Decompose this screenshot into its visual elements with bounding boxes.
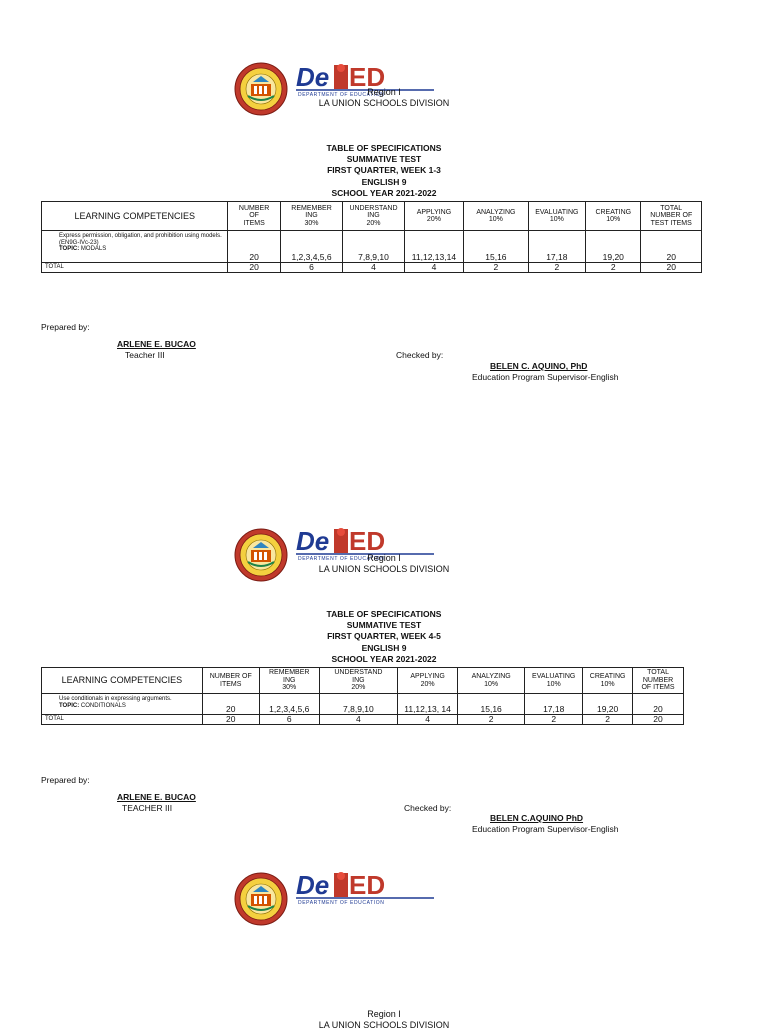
header-learning-competencies: LEARNING COMPETENCIES: [42, 202, 228, 231]
checker-name: BELEN C.AQUINO PhD: [490, 813, 584, 823]
preparer-title: Teacher III: [125, 349, 165, 360]
header-region-3: [234, 1009, 534, 1031]
division-text: LA UNION SCHOOLS DIVISION: [318, 1020, 450, 1030]
header-understanding: UNDERSTAND ING 20%: [319, 668, 397, 694]
deped-seal-logo: [234, 872, 288, 926]
total-label: TOTAL: [42, 715, 203, 725]
cell-creating: 19,20: [586, 231, 641, 263]
header-analyzing: ANALYZING 10%: [464, 202, 528, 231]
header-remembering: REMEMBER ING 30%: [280, 202, 342, 231]
total-cell: 20: [202, 715, 259, 725]
checked-by-label: Checked by:: [404, 803, 452, 813]
total-cell: 20: [641, 263, 702, 273]
section1-tos-table: [41, 201, 702, 273]
checked-by-label: Checked by:: [396, 350, 444, 360]
competency-text: Use conditionals in expressing arguments.: [59, 696, 172, 702]
header-creating: CREATING 10%: [583, 668, 633, 694]
cell-analyzing: 15,16: [458, 694, 525, 715]
prepared-by-label: Prepared by:: [41, 775, 90, 785]
header-total: TOTAL NUMBER OF ITEMS: [633, 668, 684, 694]
header-number-of-items: NUMBER OF ITEMS: [228, 202, 280, 231]
total-cell: 6: [259, 715, 319, 725]
preparer-title: TEACHER III: [122, 802, 173, 813]
total-cell: 2: [586, 263, 641, 273]
cell-applying: 11,12,13, 14: [398, 694, 458, 715]
header-evaluating: EVALUATING 10%: [528, 202, 585, 231]
cell-applying: 11,12,13,14: [404, 231, 463, 263]
topic-label: TOPIC:: [59, 702, 80, 709]
header-understanding: UNDERSTAND ING 20%: [343, 202, 404, 231]
cell-evaluating: 17,18: [528, 231, 585, 263]
title-line: ENGLISH 9: [361, 642, 407, 653]
division-text: LA UNION SCHOOLS DIVISION: [318, 98, 450, 108]
total-cell: 4: [398, 715, 458, 725]
title-line: FIRST QUARTER, WEEK 1-3: [327, 165, 441, 176]
total-cell: 2: [464, 263, 528, 273]
total-cell: 2: [525, 715, 583, 725]
deped-wordmark-logo: [296, 870, 436, 906]
total-label: TOTAL: [42, 263, 228, 273]
header-remembering: REMEMBER ING 30%: [259, 668, 319, 694]
title-line: ENGLISH 9: [361, 176, 407, 187]
title-line: SUMMATIVE TEST: [346, 620, 422, 631]
cell-total: 20: [633, 694, 684, 715]
title-line: TABLE OF SPECIFICATIONS: [326, 143, 442, 153]
cell-number-of-items: 20: [228, 231, 280, 263]
total-cell: 2: [458, 715, 525, 725]
cell-understanding: 7,8,9,10: [319, 694, 397, 715]
header-region-2: [234, 553, 534, 575]
header-analyzing: ANALYZING 10%: [458, 668, 525, 694]
checker-name: BELEN C. AQUINO, PhD: [490, 361, 588, 371]
total-cell: 4: [319, 715, 397, 725]
cell-analyzing: 15,16: [464, 231, 528, 263]
cell-remembering: 1,2,3,4,5,6: [280, 231, 342, 263]
table-header-row: [42, 668, 684, 694]
checker-title: Education Program Supervisor-English: [472, 371, 619, 382]
preparer-signature: [117, 339, 196, 360]
competency-cell: [42, 231, 228, 263]
header-creating: CREATING 10%: [586, 202, 641, 231]
header-number-of-items: NUMBER OF ITEMS: [202, 668, 259, 694]
competency-cell: [42, 694, 203, 715]
title-line: SUMMATIVE TEST: [346, 154, 422, 165]
total-cell: 4: [404, 263, 463, 273]
table-row: [42, 231, 702, 263]
preparer-name: ARLENE E. BUCAO: [117, 339, 196, 349]
preparer-name: ARLENE E. BUCAO: [117, 792, 196, 802]
prepared-by-label: Prepared by:: [41, 322, 90, 332]
checker-signature: [472, 813, 618, 834]
preparer-signature: [117, 792, 196, 813]
cell-understanding: 7,8,9,10: [343, 231, 404, 263]
total-cell: 20: [228, 263, 280, 273]
table-total-row: [42, 715, 684, 725]
table-header-row: [42, 202, 702, 231]
header-applying: APPLYING 20%: [404, 202, 463, 231]
table-total-row: [42, 263, 702, 273]
header-applying: APPLYING 20%: [398, 668, 458, 694]
title-line: FIRST QUARTER, WEEK 4-5: [327, 631, 441, 642]
competency-text: Express permission, obligation, and prohibition using models. (EN9G-IVc-23): [59, 233, 222, 246]
region-text: Region I: [367, 1009, 401, 1019]
section2-tos-table: [41, 667, 684, 725]
total-cell: 2: [528, 263, 585, 273]
header-total: TOTAL NUMBER OF TEST ITEMS: [641, 202, 702, 231]
total-cell: 4: [343, 263, 404, 273]
title-line: TABLE OF SPECIFICATIONS: [326, 609, 442, 619]
topic-text: MODALS: [80, 246, 107, 252]
division-text: LA UNION SCHOOLS DIVISION: [318, 564, 450, 574]
title-line: SCHOOL YEAR 2021-2022: [331, 187, 437, 198]
topic-text: CONDITIONALS: [80, 702, 126, 709]
cell-remembering: 1,2,3,4,5,6: [259, 694, 319, 715]
cell-evaluating: 17,18: [525, 694, 583, 715]
header-learning-competencies: LEARNING COMPETENCIES: [42, 668, 203, 694]
cell-creating: 19,20: [583, 694, 633, 715]
total-cell: 2: [583, 715, 633, 725]
region-text: Region I: [367, 87, 401, 97]
checker-signature: [472, 361, 618, 382]
header-evaluating: EVALUATING 10%: [525, 668, 583, 694]
total-cell: 6: [280, 263, 342, 273]
total-cell: 20: [633, 715, 684, 725]
title-line: SCHOOL YEAR 2021-2022: [331, 653, 437, 664]
region-text: Region I: [367, 553, 401, 563]
table-row: [42, 694, 684, 715]
cell-total: 20: [641, 231, 702, 263]
checker-title: Education Program Supervisor-English: [472, 823, 619, 834]
cell-number-of-items: 20: [202, 694, 259, 715]
section1-title: [0, 143, 768, 199]
section2-title: [0, 609, 768, 665]
topic-label: TOPIC:: [59, 246, 80, 252]
header-region-1: [234, 87, 534, 109]
